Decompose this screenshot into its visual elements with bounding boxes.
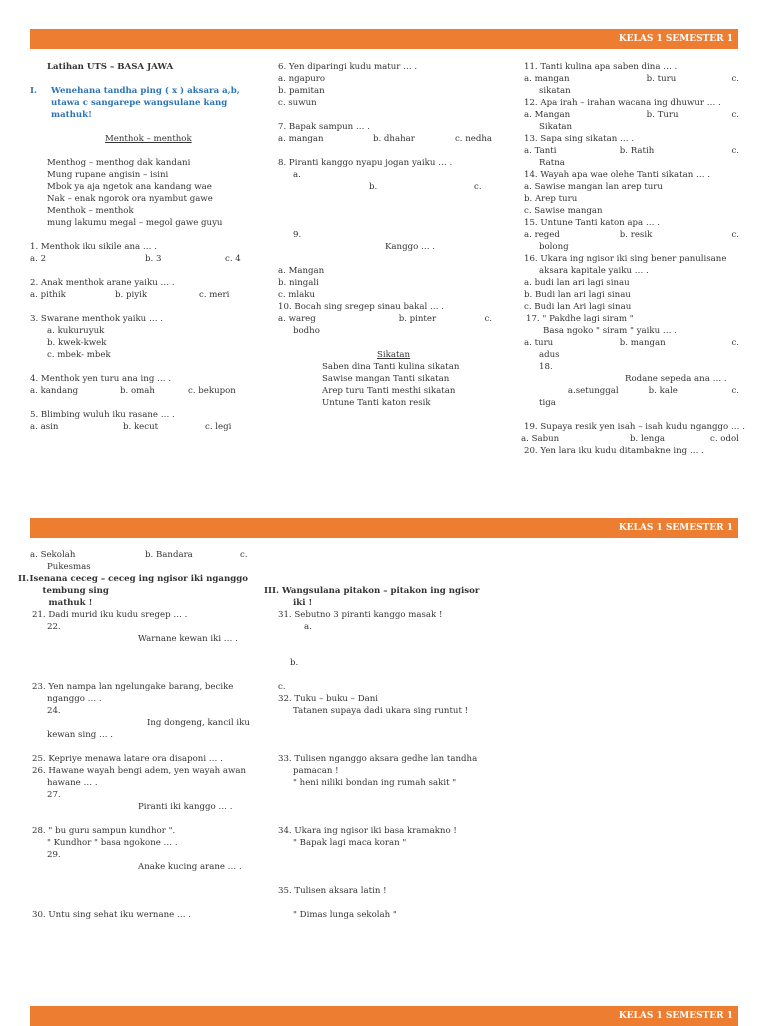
sikatan-text <box>278 361 492 409</box>
question-26-cont: hawane … . <box>47 778 98 788</box>
question-18: 18. <box>539 362 553 372</box>
question-35-quote: " Dimas lunga sekolah " <box>293 910 397 920</box>
options-13 <box>524 145 739 157</box>
question-24: 24. <box>47 706 61 716</box>
question-33-quote: " heni niliki bondan ing rumah sakit " <box>293 778 457 788</box>
question-13: 13. Sapa sing sikatan … . <box>524 134 635 144</box>
instruction-line: tembung sing <box>42 586 109 596</box>
instruction-line: Wenehana tandha ping ( x ) aksara a,b, <box>51 86 240 96</box>
question-9-text: Kanggo … . <box>385 242 436 252</box>
question-14: 14. Wayah apa wae olehe Tanti sikatan … . <box>524 170 711 180</box>
option[interactable]: c. mbek- mbek <box>47 350 111 360</box>
option[interactable]: a. reged <box>524 230 560 240</box>
column-3 <box>521 61 745 457</box>
option[interactable]: c. nedha <box>454 134 492 144</box>
option[interactable]: b. Ratih <box>619 146 655 156</box>
question-28-cont: " Kundhor " basa ngokone … . <box>47 838 178 848</box>
sikatan-line: Untune Tanti katon resik <box>322 398 431 408</box>
option[interactable]: a. Sabun <box>521 434 560 444</box>
question-34: 34. Ukara ing ngisor iki basa kramakno ! <box>278 826 457 836</box>
options-14 <box>524 181 739 217</box>
question-31: 31. Sebutno 3 piranti kanggo masak ! <box>278 610 443 620</box>
option[interactable]: a. Mangan <box>524 110 571 120</box>
option[interactable]: a. wareg <box>278 314 316 324</box>
option[interactable]: a. Sekolah <box>30 550 76 560</box>
option[interactable]: c. <box>731 338 739 348</box>
questions-21-30 <box>18 609 248 921</box>
option-continuation: bodho <box>293 326 320 336</box>
answer-line-c[interactable]: c. <box>278 682 286 692</box>
answer-line-b[interactable]: b. <box>290 658 299 668</box>
question-15: 15. Untune Tanti katon apa … . <box>524 218 660 228</box>
option[interactable]: a. mangan <box>278 134 324 144</box>
option[interactable]: c. Sawise mangan <box>524 206 603 216</box>
option[interactable]: b. resik <box>619 230 653 240</box>
option[interactable]: b. kecut <box>123 422 159 432</box>
option[interactable]: c. <box>484 314 492 324</box>
options-6 <box>278 73 492 109</box>
question-17-cont: Basa ngoko " siram " yaiku … . <box>543 326 677 336</box>
option[interactable]: b. Arep turu <box>524 194 578 204</box>
question-1: 1. Menthok iku sikile ana … . <box>30 242 157 252</box>
option[interactable]: c. <box>731 386 739 396</box>
options-2 <box>30 289 244 301</box>
question-16: 16. Ukara ing ngisor iki sing bener panulisane <box>524 254 727 264</box>
instruction-line: iki ! <box>293 598 313 608</box>
option[interactable]: b. kwek-kwek <box>47 338 107 348</box>
option[interactable]: b. piyik <box>115 290 148 300</box>
option[interactable]: a. kandang <box>30 386 79 396</box>
option-continuation: Pukesmas <box>47 562 91 572</box>
option[interactable]: b. dhahar <box>372 134 415 144</box>
option[interactable]: a.setunggal <box>567 386 619 396</box>
option[interactable]: b. Turu <box>646 110 679 120</box>
option[interactable]: a. kukuruyuk <box>47 326 105 336</box>
options-15 <box>524 229 739 241</box>
option[interactable]: b. lenga <box>630 434 665 444</box>
header-label: KELAS 1 SEMESTER 1 <box>618 34 733 44</box>
option[interactable]: c. mlaku <box>278 290 316 300</box>
poem-line: Nak – enak ngorok ora nyambut gawe <box>47 194 213 204</box>
question-10: 10. Bocah sing sregep sinau bakal … . <box>278 302 445 312</box>
options-1 <box>30 253 244 265</box>
question-7: 7. Bapak sampun … . <box>278 122 370 132</box>
options-11 <box>524 73 739 85</box>
question-32: 32. Tuku – buku – Dani <box>278 694 379 704</box>
question-8: 8. Piranti kanggo nyapu jogan yaiku … . <box>278 158 453 168</box>
instruction-line: mathuk! <box>51 110 92 120</box>
poem-line: mung lakumu megal – megol gawe guyu <box>47 218 223 228</box>
option[interactable]: c. <box>240 550 248 560</box>
option[interactable]: b. omah <box>120 386 155 396</box>
question-19: 19. Supaya resik yen isah – isah kudu nganggo … . <box>524 422 745 432</box>
question-16-cont: aksara kapitale yaiku … . <box>539 266 649 276</box>
poem <box>30 157 244 229</box>
section-1-instruction <box>30 85 244 121</box>
options-5 <box>30 421 244 433</box>
column-4 <box>18 549 248 921</box>
question-29: 29. <box>47 850 61 860</box>
page-title: Latihan UTS – BASA JAWA <box>47 62 174 72</box>
section-3-instruction <box>264 585 494 609</box>
header-label: KELAS 1 SEMESTER 1 <box>618 523 733 533</box>
sikatan-title: Sikatan <box>377 350 411 360</box>
option[interactable]: c. 4 <box>225 254 241 264</box>
option[interactable]: c. <box>731 146 739 156</box>
option[interactable]: b. ningali <box>278 278 319 288</box>
option[interactable]: a. mangan <box>524 74 570 84</box>
option[interactable]: a. asin <box>30 422 59 432</box>
option[interactable]: c. meri <box>199 290 230 300</box>
header-band <box>30 29 738 49</box>
question-33: 33. Tulisen nganggo aksara gedhe lan tandha <box>278 754 478 764</box>
poem-title: Menthok – menthok <box>105 134 192 144</box>
question-25: 25. Kepriye menawa latare ora disaponi … . <box>32 754 223 764</box>
option[interactable]: c. bekupon <box>188 386 236 396</box>
answer-line-a[interactable]: a. <box>304 622 312 632</box>
option[interactable]: a. Sawise mangan lan arep turu <box>524 182 663 192</box>
instruction-line: mathuk ! <box>48 598 93 608</box>
question-22: 22. <box>47 622 61 632</box>
header-band-2 <box>30 518 738 538</box>
poem-line: Menthok – menthok <box>47 206 134 216</box>
option[interactable]: b. Bandara <box>145 550 193 560</box>
question-9: 9. <box>293 230 302 240</box>
column-1 <box>30 61 244 433</box>
instruction-line: Isenana ceceg – ceceg ing ngisor iki nganggo <box>29 574 248 584</box>
options-10 <box>278 313 492 325</box>
option[interactable]: a. ngapuro <box>278 74 326 84</box>
poem-line: Menthog – menthog dak kandani <box>47 158 191 168</box>
question-22-text: Warnane kewan iki … . <box>138 634 238 644</box>
question-5: 5. Blimbing wuluh iku rasane … . <box>30 410 175 420</box>
option-continuation: Ratna <box>539 158 565 168</box>
question-3: 3. Swarane menthok yaiku … . <box>30 314 164 324</box>
question-17: 17. " Pakdhe lagi siram " <box>526 314 634 324</box>
option[interactable]: b. <box>369 182 378 192</box>
question-27: 27. <box>47 790 61 800</box>
option[interactable]: a. 2 <box>30 254 47 264</box>
option[interactable]: a. turu <box>524 338 554 348</box>
section-2-instruction <box>18 573 248 609</box>
option[interactable]: a. Mangan <box>278 266 325 276</box>
option[interactable]: c. <box>731 230 739 240</box>
question-2: 2. Anak menthok arane yaiku … . <box>30 278 175 288</box>
question-32-cont: Tatanen supaya dadi ukara sing runtut ! <box>293 706 469 716</box>
option[interactable]: c. <box>731 110 739 120</box>
question-4: 4. Menthok yen turu ana ing … . <box>30 374 172 384</box>
option[interactable]: b. turu <box>646 74 677 84</box>
question-26: 26. Hawane wayah bengi adem, yen wayah awan <box>32 766 247 776</box>
options-7 <box>278 133 492 145</box>
question-24-text: Ing dongeng, kancil iku <box>147 718 250 728</box>
option[interactable]: b. mangan <box>619 338 666 348</box>
option[interactable]: a. Tanti <box>524 146 557 156</box>
question-33-cont: pamacan ! <box>293 766 339 776</box>
options-4 <box>30 385 244 397</box>
section-number: I. <box>30 86 38 96</box>
options-3 <box>30 325 244 361</box>
poem-line: Mbok ya aja ngetok ana kandang wae <box>47 182 212 192</box>
options-9 <box>278 265 492 301</box>
options-17 <box>524 337 739 349</box>
question-11: 11. Tanti kulina apa saben dina … . <box>524 62 678 72</box>
instruction-line: Wangsulana pitakon – pitakon ing ngisor <box>282 586 480 596</box>
option-continuation: sikatan <box>539 86 571 96</box>
option-continuation: tiga <box>539 398 556 408</box>
option-8a[interactable]: a. <box>293 170 301 180</box>
column-5 <box>264 585 494 921</box>
question-21: 21. Dadi murid iku kudu sregep … . <box>32 610 188 620</box>
option[interactable]: c. <box>474 182 482 192</box>
option[interactable]: c. <box>731 74 739 84</box>
option-continuation: Sikatan <box>539 122 573 132</box>
option[interactable]: a. pithik <box>30 290 66 300</box>
question-20: 20. Yen lara iku kudu ditambakne ing … . <box>524 446 704 456</box>
option[interactable]: c. legi <box>205 422 232 432</box>
sikatan-line: Arep turu Tanti mesthi sikatan <box>322 386 456 396</box>
questions-31-35 <box>264 609 494 921</box>
column-2 <box>278 61 492 409</box>
header-label: KELAS 1 SEMESTER 1 <box>618 1011 733 1021</box>
sikatan-line: Sawise mangan Tanti sikatan <box>322 374 450 384</box>
question-24-cont: kewan sing … . <box>47 730 114 740</box>
question-23-cont: nganggo … . <box>47 694 102 704</box>
question-29-text: Anake kucing arane … . <box>138 862 242 872</box>
options-8bc <box>278 181 492 193</box>
question-18-text: Rodane sepeda ana … . <box>625 374 727 384</box>
question-30: 30. Untu sing sehat iku wernane … . <box>32 910 192 920</box>
options-20 <box>18 549 248 561</box>
section-number: III. <box>264 586 280 596</box>
sikatan-line: Saben dina Tanti kulina sikatan <box>322 362 460 372</box>
section-number: II. <box>18 574 30 584</box>
option[interactable]: a. budi lan ari lagi sinau <box>524 278 630 288</box>
question-12: 12. Apa irah – irahan wacana ing dhuwur … . <box>524 98 721 108</box>
options-16 <box>524 277 739 313</box>
question-28: 28. " bu guru sampun kundhor ". <box>32 826 176 836</box>
options-19 <box>521 433 739 445</box>
option[interactable]: b. kale <box>648 386 678 396</box>
poem-line: Mung rupane angisin – isini <box>47 170 169 180</box>
option[interactable]: b. Budi lan ari lagi sinau <box>524 290 631 300</box>
options-18 <box>524 385 739 397</box>
option-continuation: bolong <box>539 242 569 252</box>
question-35: 35. Tulisen aksara latin ! <box>278 886 387 896</box>
option-continuation: adus <box>539 350 560 360</box>
option[interactable]: c. odol <box>710 434 739 444</box>
option[interactable]: b. 3 <box>145 254 162 264</box>
question-27-text: Piranti iki kanggo … . <box>138 802 233 812</box>
question-23: 23. Yen nampa lan ngelungake barang, becike <box>32 682 234 692</box>
option[interactable]: b. pinter <box>398 314 437 324</box>
question-34-quote: " Bapak lagi maca koran " <box>293 838 407 848</box>
option[interactable]: c. suwun <box>278 98 317 108</box>
options-12 <box>524 109 739 121</box>
instruction-line: utawa c sangarepe wangsulane kang <box>51 98 228 108</box>
question-6: 6. Yen diparingi kudu matur … . <box>278 62 418 72</box>
header-band-3 <box>30 1006 738 1026</box>
option[interactable]: c. Budi lan Ari lagi sinau <box>524 302 632 312</box>
option[interactable]: b. pamitan <box>278 86 325 96</box>
